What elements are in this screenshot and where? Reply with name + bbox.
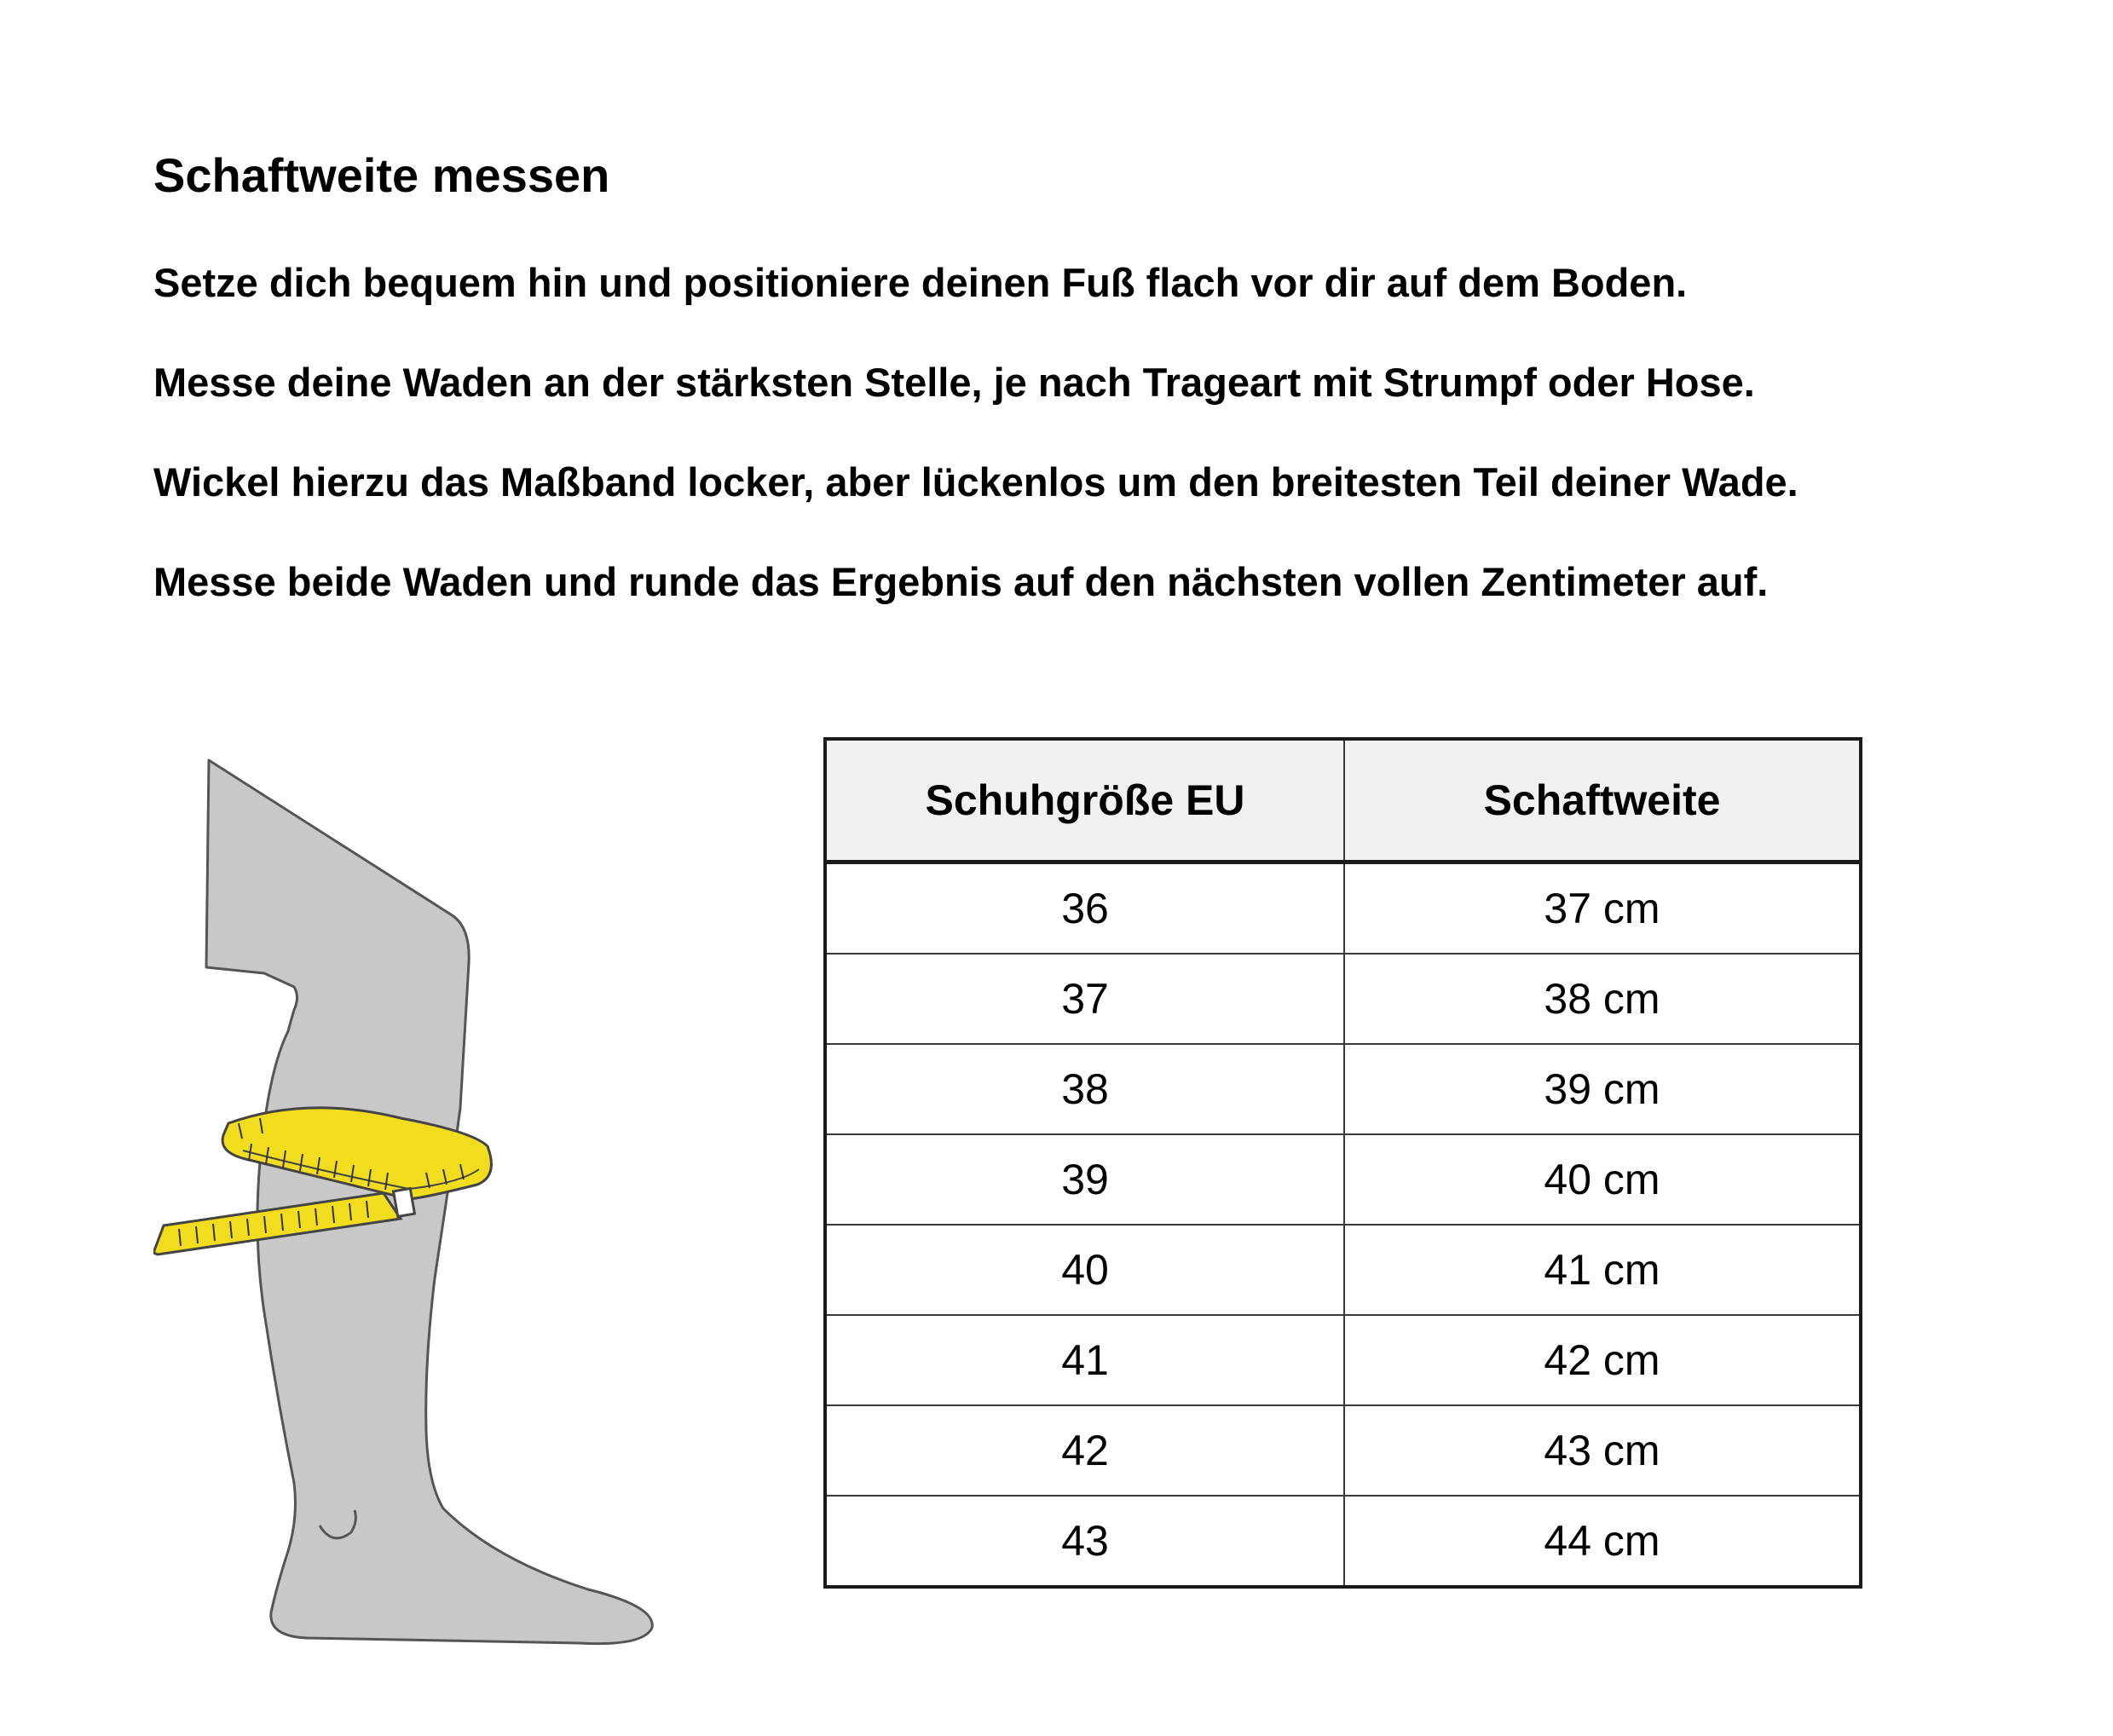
table-row [825,1044,1861,1134]
shaft-width-cell: 37 cm [1344,862,1861,955]
table-header-row [825,739,1861,862]
shoe-size-cell: 36 [825,862,1344,955]
shaft-width-cell: 38 cm [1344,954,1861,1044]
shaft-width-cell: 44 cm [1344,1496,1861,1587]
shaft-width-cell: 42 cm [1344,1315,1861,1405]
shoe-size-cell: 43 [825,1496,1344,1587]
table-row [825,1405,1861,1496]
shaft-width-cell: 43 cm [1344,1405,1861,1496]
column-header-shoe-size: Schuhgröße EU [825,739,1344,862]
table-row [825,1315,1861,1405]
shoe-size-cell: 39 [825,1134,1344,1225]
table-row [825,954,1861,1044]
size-table [823,737,1862,1589]
table-row [825,1134,1861,1225]
shaft-width-cell: 39 cm [1344,1044,1861,1134]
shoe-size-cell: 38 [825,1044,1344,1134]
shoe-size-cell: 40 [825,1225,1344,1315]
column-header-shaft-width: Schaftweite [1344,739,1861,862]
table-row [825,1225,1861,1315]
instruction-step-3: Wickel hierzu das Maßband locker, aber lückenlos um den breitesten Teil deiner Wade. [153,459,1798,505]
table-row [825,1496,1861,1587]
leg-silhouette [206,760,652,1644]
page-title: Schaftweite messen [153,148,610,202]
shoe-size-cell: 41 [825,1315,1344,1405]
shoe-size-cell: 42 [825,1405,1344,1496]
leg-with-measuring-tape-icon [153,750,682,1670]
shaft-width-cell: 40 cm [1344,1134,1861,1225]
table-row [825,862,1861,955]
instruction-step-2: Messe deine Waden an der stärksten Stelle, je nach Trageart mit Strumpf oder Hose. [153,360,1755,405]
shaft-width-cell: 41 cm [1344,1225,1861,1315]
instruction-list [153,262,1798,661]
instruction-step-4: Messe beide Waden und runde das Ergebnis auf den nächsten vollen Zentimeter auf. [153,559,1769,604]
shoe-size-cell: 37 [825,954,1344,1044]
instruction-step-1: Setze dich bequem hin und positioniere deinen Fuß flach vor dir auf dem Boden. [153,260,1688,305]
